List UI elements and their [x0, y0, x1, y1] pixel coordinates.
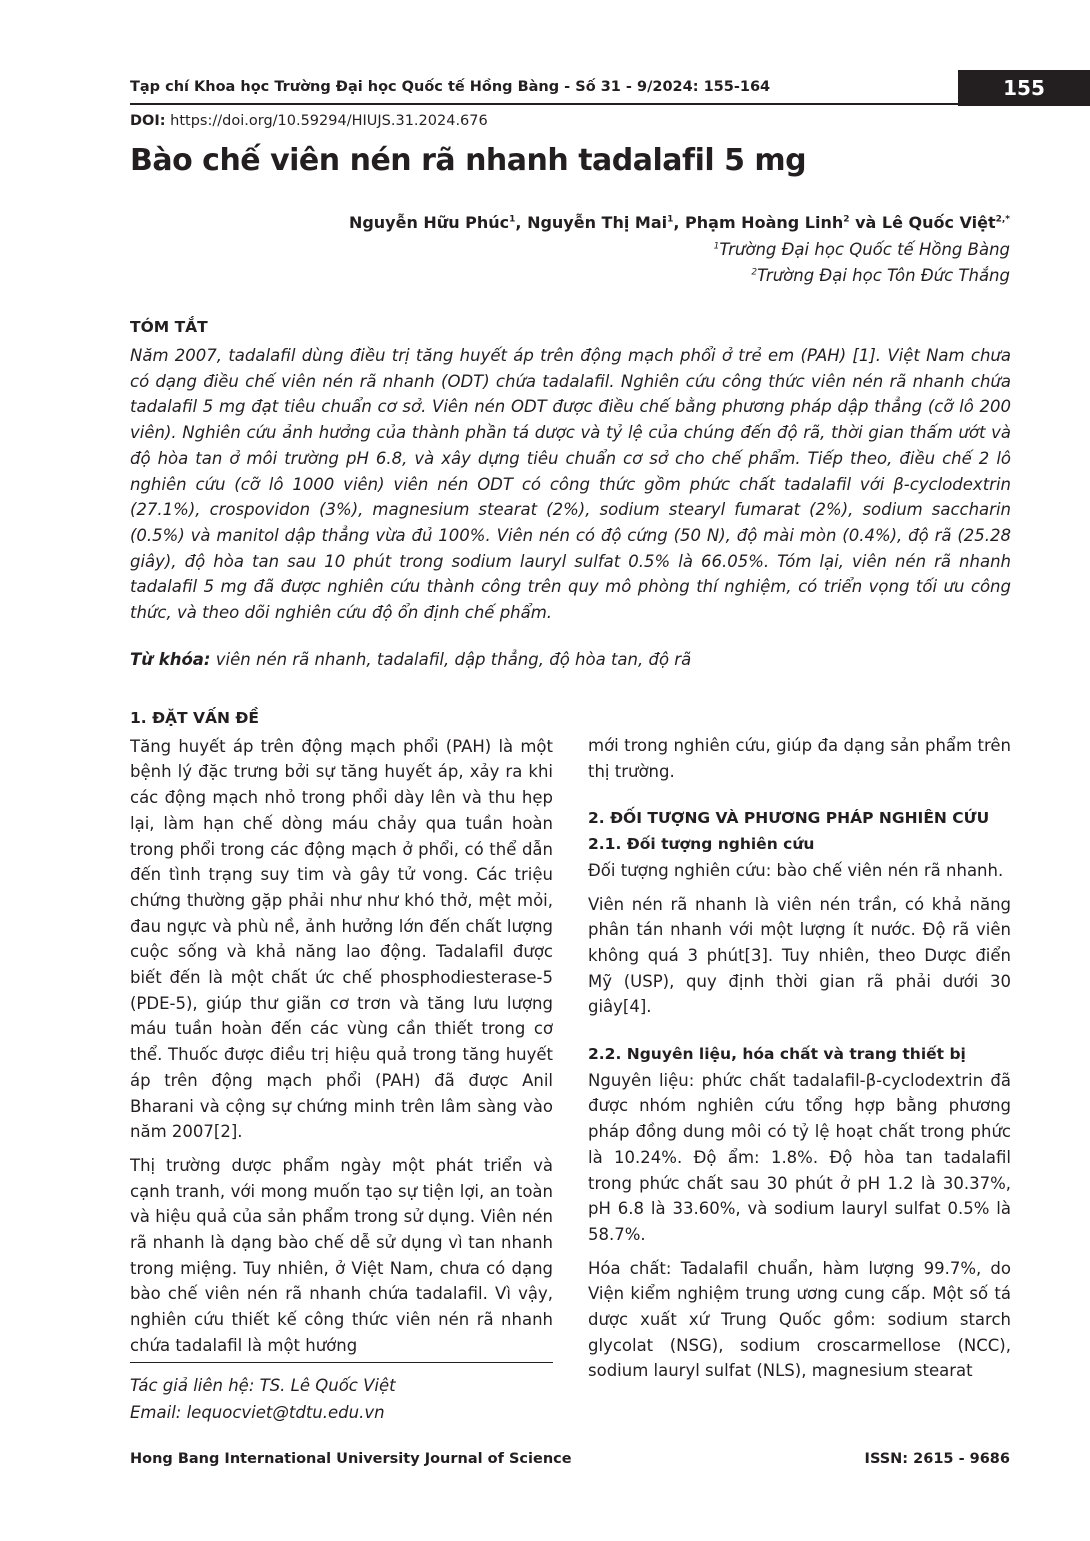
abstract-text: Năm 2007, tadalafil dùng điều trị tăng huyết áp trên động mạch phổi ở trẻ em (PAH) [1]. Việt Nam chưa có dạng điều chế viên nén rã nhanh (ODT) chứa tadalafil. Nghiên cứu công thức viên nén rã nhanh chứa tadalafil 5 mg đạt tiêu chuẩn cơ sở. Viên nén ODT được điều chế bằng phương pháp dập thẳng (cỡ lô 200 viên). Nghiên cứu ảnh hưởng của thành phần tá dược và tỷ lệ của chúng đến độ rã, thời gian thấm ướt và độ hòa tan ở môi trường pH 6.8, và xây dựng tiêu chuẩn cơ sở cho chế phẩm. Tiếp theo, điều chế 2 lô nghiên cứu (cỡ lô 1000 viên) viên nén ODT có công thức gồm phức chất tadalafil với β-cyclodextrin (27.1%), crospovidon (3%), magnesium stearat (2%), sodium stearyl fumarat (2%), sodium saccharin (0.5%) và manitol dập thẳng vừa đủ 100%. Viên nén có độ cứng (50 N), độ mài mòn (0.4%), độ rã (25.28 giây), độ hòa tan sau 10 phút trong sodium lauryl sulfat 0.5% là 66.05%. Tóm lại, viên nén rã nhanh tadalafil 5 mg đã được nghiên cứu thành công trên quy mô phòng thí nghiệm, có triển vọng tối ưu công thức, và theo dõi nghiên cứu độ ổn định chế phẩm.	[130, 346, 1011, 623]
contact-email: Email: lequocviet@tdtu.edu.vn	[130, 1403, 385, 1422]
doi-link[interactable]: https://doi.org/10.59294/HIUJS.31.2024.676	[165, 113, 488, 129]
affiliation-2: $^2$Trường Đại học Tôn Đức Thắng	[751, 266, 1010, 285]
paragraph: Nguyên liệu: phức chất tadalafil-β-cyclodextrin đã được nhóm nghiên cứu tổng hợp bằng phương pháp đồng dung môi có tỷ lệ hoạt chất trong phức là 10.24%. Độ ẩm: 1.8%. Độ hòa tan tadalafil trong phức chất sau 30 phút ở pH 1.2 là 30.37%, pH 6.8 là 33.60%, và sodium lauryl sulfat 0.5% là 58.7%.	[588, 1070, 1011, 1244]
author-3: , Phạm Hoàng Linh	[673, 213, 844, 232]
author-list: Nguyễn Hữu Phúc$^1$, Nguyễn Thị Mai$^1$, Phạm Hoàng Linh$^2$ và Lê Quốc Việt$^{2,*}$	[348, 213, 1010, 232]
right-column	[588, 733, 1011, 1392]
doi-label: DOI:	[130, 113, 166, 129]
page-number: 155	[958, 70, 1090, 106]
section-2-1-heading: 2.1. Đối tượng nghiên cứu	[588, 835, 815, 854]
footnote	[130, 1372, 396, 1426]
footer-journal: Hong Bang International University Journal of Science	[130, 1451, 572, 1467]
footer-issn: ISSN: 2615 - 9686	[864, 1451, 1010, 1467]
footnote-rule	[130, 1362, 553, 1363]
paragraph: Viên nén rã nhanh là viên nén trần, có khả năng phân tán nhanh với một lượng ít nước. Độ rã viên không quá 3 phút[3]. Tuy nhiên, theo Dược điển Mỹ (USP), quy định thời gian rã phải dưới 30 giây[4].	[588, 894, 1011, 1017]
keywords-text: viên nén rã nhanh, tadalafil, dập thẳng, độ hòa tan, độ rã	[210, 650, 692, 669]
section-2-2-heading: 2.2. Nguyên liệu, hóa chất và trang thiết bị	[588, 1045, 966, 1064]
journal-header: Tạp chí Khoa học Trường Đại học Quốc tế Hồng Bàng - Số 31 - 9/2024: 155-164	[130, 79, 771, 95]
contact-author: Tác giả liên hệ: TS. Lê Quốc Việt	[130, 1376, 396, 1395]
header-rule	[130, 103, 1090, 105]
abstract-heading: TÓM TẮT	[130, 318, 208, 336]
paper-title: Bào chế viên nén rã nhanh tadalafil 5 mg	[130, 143, 807, 178]
section-1-heading: 1. ĐẶT VẤN ĐỀ	[130, 709, 259, 727]
paragraph: Đối tượng nghiên cứu: bào chế viên nén rã nhanh.	[588, 860, 1004, 880]
doi-line	[130, 113, 488, 129]
paragraph: Tăng huyết áp trên động mạch phổi (PAH) là một bệnh lý đặc trưng bởi sự tăng huyết áp, xảy ra khi các động mạch nhỏ trong phổi dày lên và thu hẹp lại, làm hạn chế dòng máu chảy qua tuần hoàn trong phổi trong các động mạch ở phổi, có thể dẫn đến tình trạng suy tim và gây tử vong. Các triệu chứng thường gặp phải như như khó thở, mệt mỏi, đau ngực và phù nề, ảnh hưởng lớn đến chất lượng cuộc sống và khả năng lao động. Tadalafil được biết đến là một chất ức chế phosphodiesterase-5 (PDE-5), giúp thư giãn cơ trơn và tăng lưu lượng máu tuần hoàn đến các vùng cần thiết trong cơ thể. Thuốc được điều trị hiệu quả trong tăng huyết áp trên động mạch phổi (PAH) đã được Anil Bharani và cộng sự chứng minh trên lâm sàng vào năm 2007[2].	[130, 736, 553, 1142]
left-column	[130, 706, 553, 1367]
keywords-label: Từ khóa:	[130, 650, 211, 669]
section-2-heading: 2. ĐỐI TƯỢNG VÀ PHƯƠNG PHÁP NGHIÊN CỨU	[588, 809, 990, 828]
author-2: , Nguyễn Thị Mai	[515, 213, 668, 232]
paragraph: Hóa chất: Tadalafil chuẩn, hàm lượng 99.7%, do Viện kiểm nghiệm trung ương cung cấp. Một số tá dược xuất xứ Trung Quốc gồm: sodium starch glycolat (NSG), sodium croscarmellose (NCC), sodium lauryl sulfat (NLS), magnesium stearat	[588, 1258, 1011, 1381]
paragraph: Thị trường dược phẩm ngày một phát triển và cạnh tranh, với mong muốn tạo sự tiện lợi, an toàn và hiệu quả của sản phẩm trong sử dụng. Viên nén rã nhanh là dạng bào chế dễ sử dụng vì tan nhanh trong miệng. Tuy nhiên, ở Việt Nam, chưa có dạng bào chế viên nén rã nhanh chứa tadalafil. Vì vậy, nghiên cứu thiết kế công thức viên nén rã nhanh chứa tadalafil là một hướng	[130, 1155, 553, 1355]
author-4: và Lê Quốc Việt	[849, 213, 996, 232]
keywords	[130, 650, 691, 669]
paragraph: mới trong nghiên cứu, giúp đa dạng sản phẩm trên thị trường.	[588, 736, 1011, 781]
affiliation-1: $^1$Trường Đại học Quốc tế Hồng Bàng	[713, 240, 1010, 259]
author-1: Nguyễn Hữu Phúc	[348, 213, 510, 232]
